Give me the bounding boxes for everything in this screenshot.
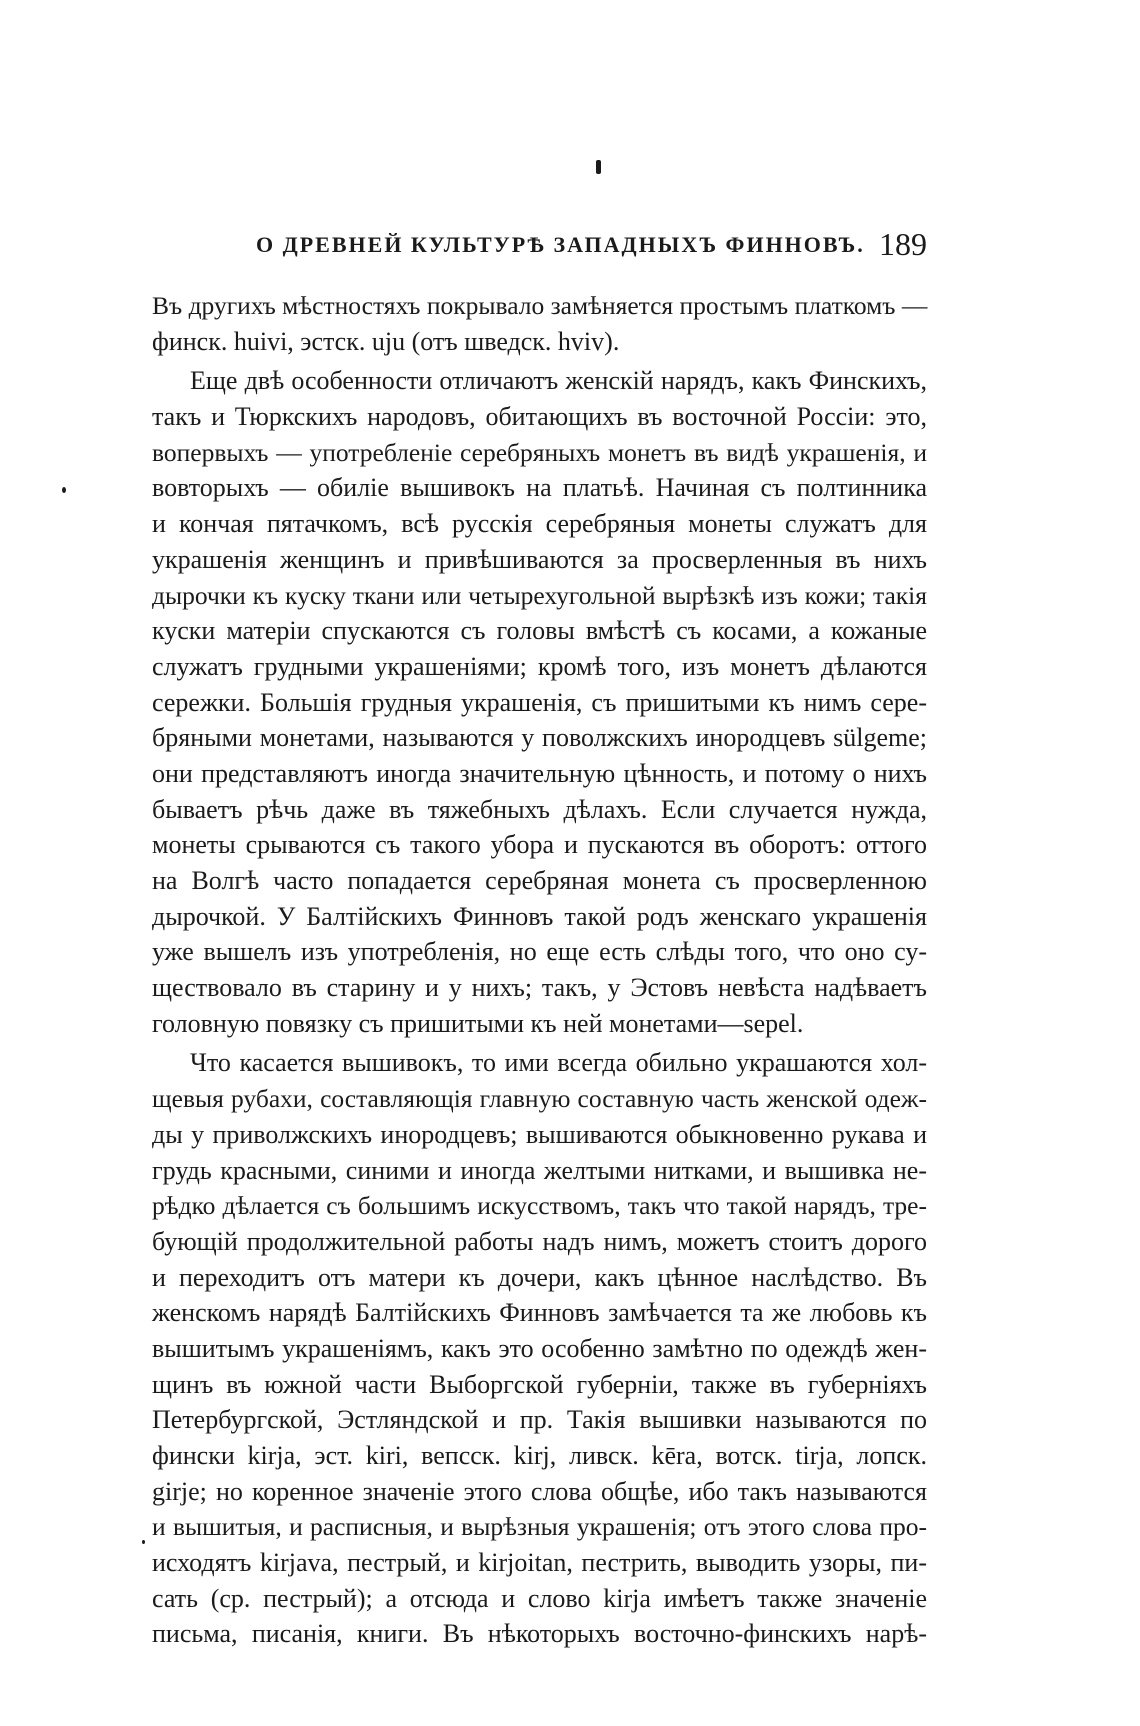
text-line: Еще двѣ особенности отличаютъ женскій нарядъ, какъ Финскихъ, — [190, 366, 927, 396]
text-line: ды у приволжскихъ инородцевъ; вышиваются обыкновенно рукава и — [152, 1119, 927, 1149]
text-line: грудь красными, синими и иногда желтыми нитками, и вышивка не- — [152, 1155, 927, 1185]
text-line: они представляютъ иногда значительную цѣнность, и потому о нихъ — [152, 758, 927, 788]
text-line: вовторыхъ — обиліе вышивокъ на платьѣ. Начиная съ полтинника — [152, 473, 927, 503]
text-line: и переходитъ отъ матери къ дочери, какъ цѣнное наслѣдство. Въ — [152, 1262, 927, 1292]
text-line: Петербургской, Эстляндской и пр. Такія вышивки называются по — [152, 1405, 927, 1435]
body-text — [152, 288, 927, 1652]
text-line: женскомъ нарядѣ Балтійскихъ Финновъ замѣчается та же любовь къ — [152, 1298, 927, 1328]
text-line: бующій продолжительной работы надъ нимъ, можетъ стоитъ дорого — [152, 1226, 927, 1256]
text-line: уже вышелъ изъ употребленія, но еще есть слѣды того, что оно су- — [152, 937, 927, 967]
text-line: бряными монетами, называются у поволжскихъ инородцевъ sülgeme; — [152, 723, 927, 753]
text-line: Что касается вышивокъ, то ими всегда обильно украшаются хол- — [190, 1048, 927, 1078]
text-line: вопервыхъ — употребленіе серебряныхъ монетъ въ видѣ украшенія, и — [152, 437, 927, 467]
text-line: бываетъ рѣчь даже въ тяжебныхъ дѣлахъ. Если случается нужда, — [152, 794, 927, 824]
text-line: дырочки къ куску ткани или четырехугольной вырѣзкѣ изъ кожи; такія — [152, 580, 927, 610]
text-line: сережки. Большія грудныя украшенія, съ пришитыми къ нимъ сере- — [152, 687, 927, 717]
text-line: на Волгѣ часто попадается серебряная монета съ просверленною — [152, 866, 927, 895]
text-line: щинъ въ южной части Выборгской губерніи, также въ губерніяхъ — [152, 1369, 927, 1399]
page-number: 189 — [879, 226, 927, 262]
paragraph — [152, 363, 927, 1041]
text-line: girje; но коренное значеніе этого слова общѣе, ибо такъ называются — [152, 1476, 927, 1506]
text-line: и вышитыя, и расписныя, и вырѣзныя украшенія; отъ этого слова про- — [152, 1512, 927, 1542]
text-line: фински kirja, эст. kiri, вепсск. kirj, ливск. kēra, вотск. tirja, лопск. — [152, 1441, 927, 1470]
text-line: рѣдко дѣлается съ большимъ искусствомъ, такъ что такой нарядъ, тре- — [152, 1191, 927, 1221]
running-head — [152, 226, 927, 266]
paragraph — [152, 1045, 927, 1652]
text-line: монеты срываются съ такого убора и пускаются въ оборотъ: оттого — [152, 830, 927, 860]
ink-speck — [142, 1540, 145, 1544]
ink-speck — [62, 487, 66, 493]
running-title: О ДРЕВНЕЙ КУЛЬТУРѢ ЗАПАДНЫХЪ ФИННОВЪ. — [256, 232, 865, 257]
text-line: куски матеріи спускаются съ головы вмѣстѣ съ косами, а кожаные — [152, 616, 927, 646]
text-line: финск. huivi, эстск. uju (отъ шведск. hviv). — [152, 326, 620, 356]
text-line: вышитымъ украшеніямъ, какъ это особенно замѣтно по одеждѣ жен- — [152, 1333, 927, 1363]
text-line: дырочкой. У Балтійскихъ Финновъ такой родъ женскаго украшенія — [152, 901, 927, 931]
text-line: служатъ грудными украшеніями; кромѣ того, изъ монетъ дѣлаются — [152, 651, 927, 681]
text-line: исходятъ kirjava, пестрый, и kirjoitan, пестрить, выводить узоры, пи- — [152, 1548, 927, 1578]
text-line: сать (ср. пестрый); а отсюда и слово kirja имѣетъ также значеніе — [152, 1583, 927, 1613]
paragraph — [152, 288, 927, 359]
text-line: украшенія женщинъ и привѣшиваются за просверленныя въ нихъ — [152, 544, 927, 574]
ink-speck — [596, 160, 601, 174]
text-line: такъ и Тюркскихъ народовъ, обитающихъ въ восточной Россіи: это, — [152, 402, 927, 432]
text-line: Въ другихъ мѣстностяхъ покрывало замѣняется простымъ платкомъ — — [152, 291, 928, 320]
text-line: головную повязку съ пришитыми къ ней монетами—sepel. — [152, 1008, 804, 1038]
text-line: письма, писанія, книги. Въ нѣкоторыхъ восточно-финскихъ нарѣ- — [152, 1619, 927, 1649]
text-line: ществовало въ старину и у нихъ; такъ, у Эстовъ невѣста надѣваетъ — [152, 973, 927, 1003]
text-line: и кончая пятачкомъ, всѣ русскія серебряныя монеты служатъ для — [152, 509, 927, 539]
text-line: щевыя рубахи, составляющія главную составную часть женской одеж- — [152, 1084, 927, 1114]
